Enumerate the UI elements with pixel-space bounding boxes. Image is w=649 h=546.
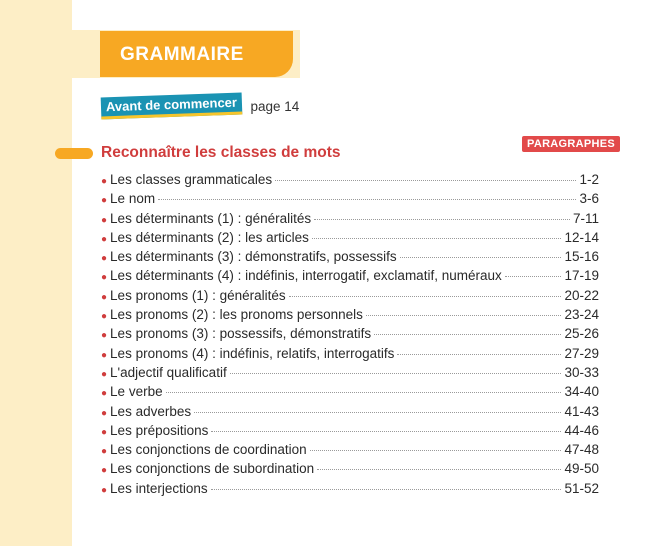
bullet-icon: ● [101, 330, 108, 342]
bullet-icon: ● [101, 195, 108, 207]
avant-row [101, 95, 299, 117]
toc-pages: 1-2 [579, 172, 599, 187]
bullet-icon: ● [101, 253, 108, 265]
toc-label: Les conjonctions de subordination [110, 461, 315, 477]
bullet-icon: ● [101, 176, 108, 187]
toc-pages: 49-50 [564, 461, 599, 477]
toc-item [101, 266, 599, 285]
dot-leader [400, 257, 562, 258]
toc-pages: 17-19 [564, 268, 599, 284]
toc-item [101, 479, 599, 498]
toc-item [101, 324, 599, 343]
toc-label: Les pronoms (3) : possessifs, démonstratifs [110, 326, 372, 342]
section-pill [55, 148, 93, 159]
section-title: Reconnaître les classes de mots [101, 144, 341, 161]
toc-item [101, 459, 599, 478]
dot-leader [505, 276, 562, 277]
dot-leader [289, 296, 562, 297]
toc-item [101, 305, 599, 324]
bullet-icon: ● [101, 426, 108, 438]
toc-item [101, 382, 599, 401]
toc-pages: 23-24 [564, 307, 599, 323]
toc-item [101, 344, 599, 363]
toc-pages: 30-33 [564, 364, 599, 380]
toc-label: Les déterminants (2) : les articles [110, 229, 309, 245]
toc-pages: 20-22 [564, 287, 599, 303]
dot-leader [312, 238, 562, 239]
toc-pages: 25-26 [564, 326, 599, 342]
toc-label: Les classes grammaticales [110, 172, 273, 187]
side-band [0, 0, 72, 546]
bullet-icon: ● [101, 368, 108, 380]
bullet-icon: ● [101, 446, 108, 458]
toc-label: Les déterminants (4) : indéfinis, interrogatif, exclamatif, numéraux [110, 268, 502, 284]
toc-label: Les pronoms (1) : généralités [110, 287, 286, 303]
toc-item [101, 228, 599, 247]
toc-label: Les prépositions [110, 422, 209, 438]
toc-label: Le verbe [110, 384, 163, 400]
toc-pages: 47-48 [564, 442, 599, 458]
dot-leader [275, 180, 576, 181]
toc-item [101, 209, 599, 228]
toc-label: Les pronoms (2) : les pronoms personnels [110, 307, 363, 323]
dot-leader [397, 354, 561, 355]
toc-pages: 3-6 [579, 191, 599, 207]
toc-pages: 34-40 [564, 384, 599, 400]
dot-leader [366, 315, 562, 316]
toc-label: Les conjonctions de coordination [110, 442, 307, 458]
dot-leader [374, 334, 561, 335]
dot-leader [158, 199, 576, 200]
toc-item [101, 247, 599, 266]
toc-item [101, 286, 599, 305]
dot-leader [211, 431, 561, 432]
toc-pages: 15-16 [564, 249, 599, 265]
dot-leader [166, 392, 562, 393]
toc-label: Les déterminants (1) : généralités [110, 210, 312, 226]
chapter-banner: GRAMMAIRE [100, 31, 293, 77]
bullet-icon: ● [101, 349, 108, 361]
paragraphes-badge: PARAGRAPHES [522, 136, 620, 152]
toc-item [101, 363, 599, 382]
avant-tag: Avant de commencer [101, 93, 243, 120]
toc-label: Les adverbes [110, 403, 192, 419]
bullet-icon: ● [101, 214, 108, 226]
toc-label: Les déterminants (3) : démonstratifs, possessifs [110, 249, 397, 265]
toc-item [101, 170, 599, 189]
dot-leader [194, 412, 561, 413]
toc-label: Les pronoms (4) : indéfinis, relatifs, interrogatifs [110, 345, 395, 361]
bullet-icon: ● [101, 465, 108, 477]
bullet-icon: ● [101, 388, 108, 400]
toc-item [101, 440, 599, 459]
toc-pages: 27-29 [564, 345, 599, 361]
toc-label: L'adjectif qualificatif [110, 364, 227, 380]
bullet-icon: ● [101, 311, 108, 323]
toc-list [101, 170, 599, 498]
toc-item [101, 189, 599, 208]
dot-leader [211, 489, 562, 490]
dot-leader [310, 450, 562, 451]
toc-item [101, 421, 599, 440]
bullet-icon: ● [101, 272, 108, 284]
toc-pages: 41-43 [564, 403, 599, 419]
bullet-icon: ● [101, 291, 108, 303]
dot-leader [230, 373, 562, 374]
toc-pages: 44-46 [564, 422, 599, 438]
dot-leader [317, 469, 561, 470]
avant-page: page 14 [250, 98, 300, 114]
toc-label: Les interjections [110, 480, 208, 496]
toc-pages: 51-52 [564, 480, 599, 496]
bullet-icon: ● [101, 233, 108, 245]
toc-pages: 12-14 [564, 229, 599, 245]
toc-pages: 7-11 [572, 210, 599, 226]
toc-label: Le nom [110, 191, 156, 207]
bullet-icon: ● [101, 407, 108, 419]
bullet-icon: ● [101, 484, 108, 496]
dot-leader [314, 219, 570, 220]
toc-item [101, 402, 599, 421]
